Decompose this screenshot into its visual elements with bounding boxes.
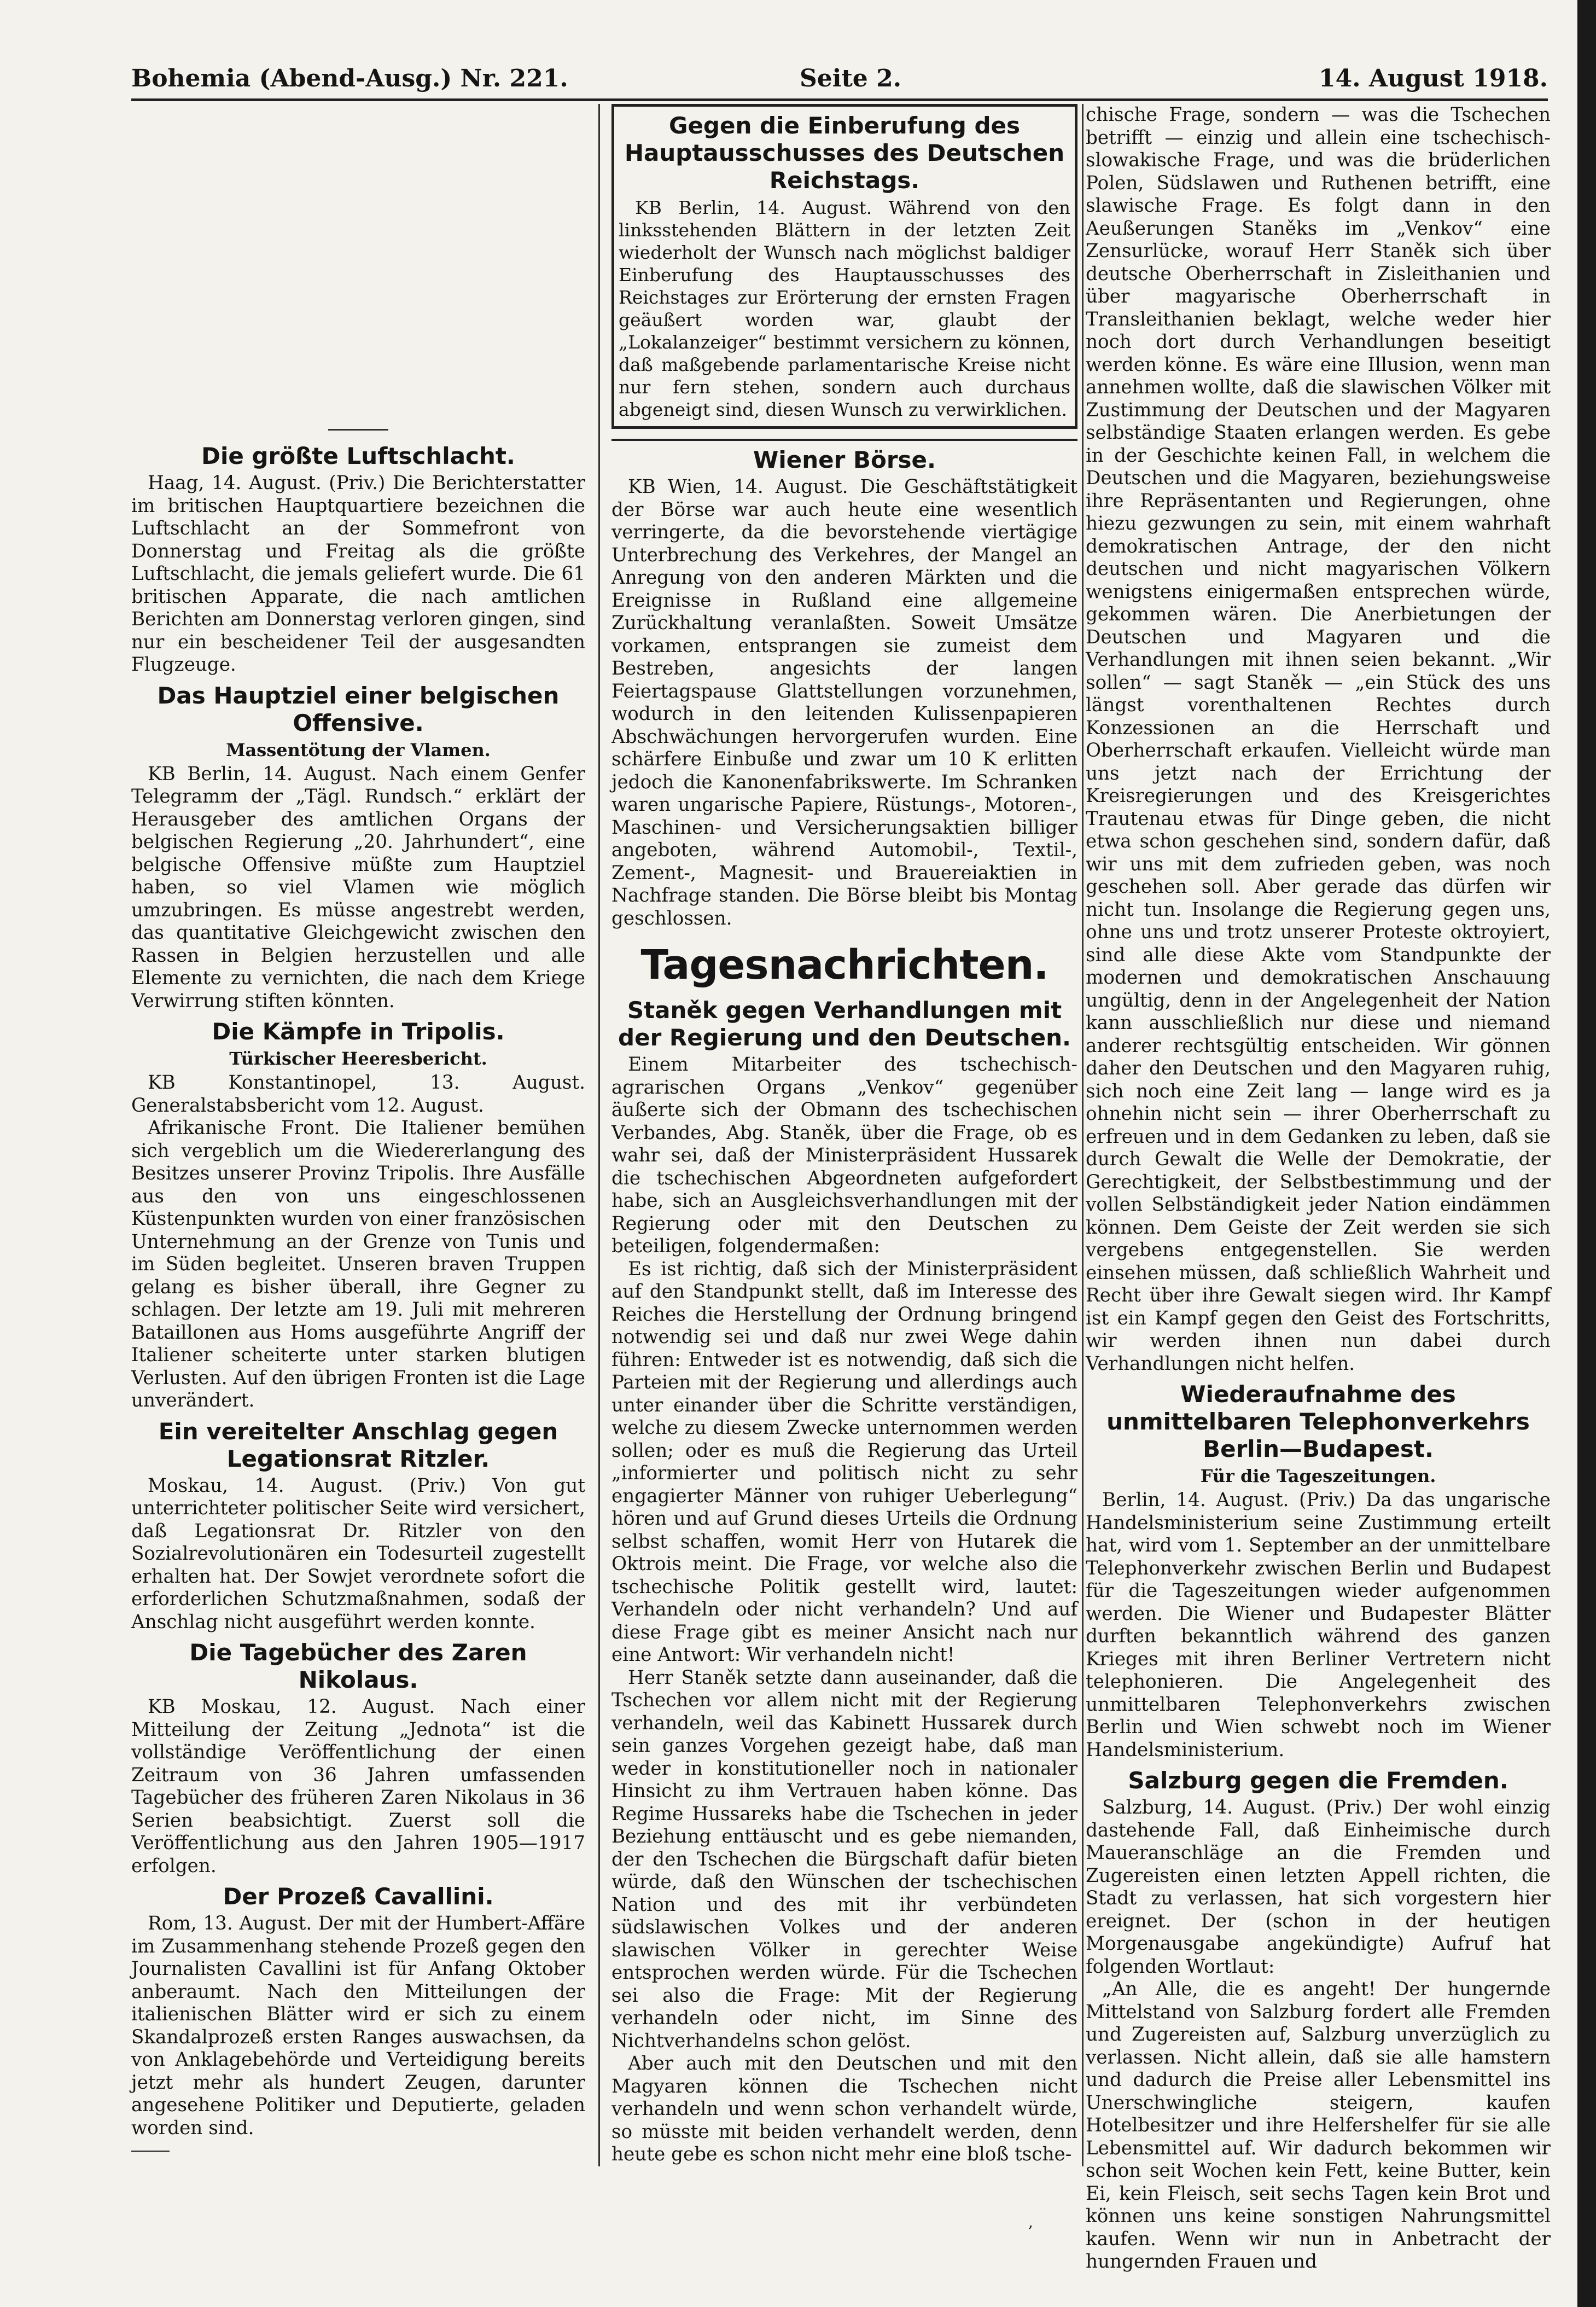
article-title: Die Tagebücher des Zaren Nikolaus. bbox=[189, 1639, 527, 1693]
end-mark bbox=[131, 2151, 170, 2152]
article-title: Die Kämpfe in Tripolis. bbox=[212, 1018, 505, 1045]
section-heading: Tagesnachrichten. bbox=[640, 942, 1049, 989]
article-paragraph: KB Berlin, 14. August. Während von den linksstehenden Blättern in der letzten Zeit wiederholt der Wunsch nach möglichst baldiger Einberufung des Hauptausschusses des Reichstages zur Erörterung der ernsten Fragen geäußert worden war, glaubt der „Lokalanzeiger“ bestimmt versichern zu können, daß maßgebende parlamentarische Kreise nicht nur fern stehen, sondern auch durchaus abgeneigt sind, diesen Wunsch zu verwirklichen. bbox=[619, 197, 1070, 420]
article-subtitle: Türkischer Heeresbericht. bbox=[229, 1048, 487, 1069]
article-subtitle: Massentötung der Vlamen. bbox=[226, 739, 491, 760]
section-rule bbox=[611, 433, 1077, 441]
article-title: Staněk gegen Verhandlungen mit der Regierung und den Deutschen. bbox=[618, 997, 1071, 1051]
article-tagebuecher bbox=[131, 1639, 585, 1878]
header-page-number: Seite 2. bbox=[800, 65, 902, 92]
article-luftschlacht bbox=[131, 443, 585, 677]
article-cavallini bbox=[131, 1883, 585, 2140]
article-title: Die größte Luftschlacht. bbox=[201, 443, 515, 469]
article-title: Ein vereitelter Anschlag gegen Legationsrat Ritzler. bbox=[158, 1417, 558, 1472]
article-title: Salzburg gegen die Fremden. bbox=[1128, 1767, 1508, 1794]
article-paragraph: Afrikanische Front. Die Italiener bemühen sich vergeblich um die Wiedererlangung des Besitzes unserer Provinz Tripolis. Ihre Ausfälle aus den von uns eingeschlossenen Küstenpunkten wurden von einer französischen Unternehmung an der Grenze von Tunis und im Süden begleitet. Unseren braven Truppen gelang es bisher überall, ihre Gegner zu schlagen. Der letzte am 19. Juli mit mehreren Bataillonen aus Homs ausgeführte Angriff der Italiener scheiterte unter starken blutigen Verlusten. Auf den übrigen Fronten ist die Lage unverändert. bbox=[131, 1117, 585, 1411]
article-title: Der Prozeß Cavallini. bbox=[223, 1883, 494, 1910]
article-stanek-continued bbox=[1086, 104, 1551, 1375]
article-title: Das Hauptziel einer belgischen Offensive. bbox=[157, 682, 560, 736]
article-title: Wiederaufnahme des unmittelbaren Telephonverkehrs Berlin—Budapest. bbox=[1106, 1381, 1530, 1462]
article-paragraph: Einem Mitarbeiter des tschechisch-agrarischen Organs „Venkov“ gegenüber äußerte sich der Obmann des tschechischen Verbandes, Abg. Staněk, über die Frage, ob es wahr sei, daß der Ministerpräsident Hussarek die tschechischen Abgeordneten aufgefordert habe, sich an Ausgleichsverhandlungen mit der Regierung oder mit den Deutschen zu beteiligen, folgendermaßen: bbox=[611, 1054, 1077, 1257]
article-salzburg bbox=[1086, 1767, 1551, 2274]
article-paragraph: „An Alle, die es angeht! Der hungernde Mittelstand von Salzburg fordert alle Fremden und Zugereisten auf, Salzburg unverzüglich zu verlassen. Nicht allein, daß sie alle hamstern und dadurch die Preise aller Lebensmittel ins Unerschwingliche steigern, kaufen Hotelbesitzer und ihre Helfershelfer für sie alle Lebensmittel auf. Wir dadurch bekommen wir schon seit Wochen kein Fett, keine Butter, kein Ei, kein Fleisch, seit sechs Tagen kein Brot und können uns keine sonstigen Nahrungsmittel kaufen. Wenn wir nun in Anbetracht der hungernden Frauen und bbox=[1086, 1978, 1551, 2273]
article-reichstag-box bbox=[611, 104, 1077, 429]
header-date: 14. August 1918. bbox=[1319, 65, 1548, 92]
column-3 bbox=[1086, 104, 1551, 2273]
article-paragraph: KB Berlin, 14. August. Nach einem Genfer Telegramm der „Tägl. Rundsch.“ erklärt der Herausgeber des amtlichen Organs der belgischen Regierung „20. Jahrhundert“, eine belgische Offensive müßte zum Hauptziel haben, so viel Vlamen wie möglich umzubringen. Es müsse angestrebt werden, das quantitative Gleichgewicht zwischen den Rassen in Belgien herzustellen und alle Elemente zu vernichten, die nach dem Kriege Verwirrung stiften könnten. bbox=[131, 763, 585, 1012]
article-paragraph: Salzburg, 14. August. (Priv.) Der wohl einzig dastehende Fall, daß Einheimische durch Maueranschläge an die Fremden und Zugereisten einen letzten Appell richten, die Stadt zu verlassen, hat sich vorgestern hier ereignet. Der (schon in der heutigen Morgenausgabe angekündigte) Aufruf hat folgenden Wortlaut: bbox=[1086, 1797, 1551, 1978]
article-stanek bbox=[611, 997, 1077, 2166]
column-separator bbox=[598, 104, 600, 2166]
column-2 bbox=[611, 104, 1077, 2205]
article-paragraph: KB Wien, 14. August. Die Geschäftstätigkeit der Börse war auch heute eine wesentlich verringerte, da die bevorstehende viertägige Unterbrechung des Verkehres, der Mangel an Anregung von den anderen Märkten und die Ereignisse in Rußland eine allgemeine Zurückhaltung veranlaßten. Soweit Umsätze vorkamen, entsprangen sie zumeist dem Bestreben, angesichts der langen Feiertagspause Glattstellungen vorzunehmen, wodurch in den leitenden Kulissenpapieren Abschwächungen hervorgerufen wurden. Eine schärfere Einbuße und zwar um 10 K erlitten jedoch die Kanonenfabrikswerte. Im Schranken waren ungarische Papiere, Rüstungs-, Motoren-, Maschinen- und Versicherungsaktien billiger angeboten, während Automobil-, Textil-, Zement-, Magnesit- und Brauereiaktien in Nachfrage standen. Die Börse bleibt bis Montag geschlossen. bbox=[611, 476, 1077, 929]
column-top-space bbox=[131, 104, 585, 399]
column-separator bbox=[1082, 104, 1084, 2166]
header-rule bbox=[131, 98, 1548, 101]
article-paragraph: Es ist richtig, daß sich der Ministerpräsident auf den Standpunkt stellt, daß im Interesse des Reiches die Herstellung der Ordnung bringend notwendig sei und daß nur zwei Wege dahin führen: Entweder ist es notwendig, daß sich die Parteien mit der Regierung und allerdings auch unter einander über die Schritte verständigen, welche zu diesem Zwecke unternommen werden sollen; oder es muß die Regierung das Urteil „informierter und politisch nicht zu sehr engagierter Männer von ruhiger Ueberlegung“ hören und auf Grund dieses Urteils die Ordnung selbst schaffen, womit Herr von Hutarek die Oktrois meint. Die Frage, vor welche also die tschechische Politik gestellt wird, lautet: Verhandeln oder nicht verhandeln? Und auf diese Frage gibt es meiner Ansicht nach nur eine Antwort: Wir verhandeln nicht! bbox=[611, 1258, 1077, 1666]
section-rule bbox=[328, 429, 388, 431]
page-header bbox=[131, 65, 1564, 97]
article-paragraph: KB Konstantinopel, 13. August. Generalstabsbericht vom 12. August. bbox=[131, 1072, 585, 1117]
header-masthead: Bohemia (Abend-Ausg.) Nr. 221. bbox=[131, 65, 568, 92]
column-1 bbox=[131, 104, 585, 2205]
article-paragraph: Herr Staněk setzte dann auseinander, daß die Tschechen vor allem nicht mit der Regierung verhandeln, weil das Kabinett Hussarek durch sein ganzes Vorgehen gezeigt habe, daß man weder in konstitutioneller noch in nationaler Hinsicht zu ihm Vertrauen haben könne. Das Regime Hussareks habe die Tschechen in jeder Beziehung enttäuscht und es gebe niemanden, der den Tschechen die Bürgschaft dafür bieten würde, daß den Wünschen der tschechischen Nation und des mit ihr verbündeten südslawischen Volkes und der anderen slawischen Völker in gerechter Weise entsprochen werden würde. Für die Tschechen sei also die Frage: Mit der Regierung verhandeln oder nicht, im Sinne des Nichtverhandelns schon gelöst. bbox=[611, 1666, 1077, 2052]
article-paragraph: KB Moskau, 12. August. Nach einer Mitteilung der Zeitung „Jednota“ ist die vollständige Veröffentlichung der einen Zeitraum von 36 Jahren umfassenden Tagebücher des früheren Zaren Nikolaus in 36 Serien beabsichtigt. Zuerst soll die Veröffentlichung aus den Jahren 1905—1917 erfolgen. bbox=[131, 1696, 585, 1877]
article-subtitle: Für die Tageszeitungen. bbox=[1200, 1466, 1436, 1486]
article-paragraph: Moskau, 14. August. (Priv.) Von gut unterrichteter politischer Seite wird versichert, daß Legationsrat Dr. Ritzler von den Sozialrevolutionären ein Todesurteil zugestellt erhalten hat. Der Sowjet verordnete sofort die erforderlichen Schutzmaßnahmen, sodaß der Anschlag nicht ausgeführt werden konnte. bbox=[131, 1474, 585, 1633]
article-telephonverkehr bbox=[1086, 1381, 1551, 1762]
article-paragraph: Berlin, 14. August. (Priv.) Da das ungarische Handelsministerium seine Zustimmung erteilt hat, wird vom 1. September an der unmittelbare Telephonverkehr zwischen Berlin und Budapest für die Tageszeitungen wieder aufgenommen werden. Die Wiener und Budapester Blätter durften bekanntlich während des ganzen Krieges mit ihren Berliner Vertretern nicht telephonieren. Die Angelegenheit des unmittelbaren Telephonverkehrs zwischen Berlin und Wien schwebt noch im Wiener Handelsministerium. bbox=[1086, 1489, 1551, 1761]
scan-edge bbox=[1577, 0, 1596, 2307]
article-belgische-offensive bbox=[131, 682, 585, 1013]
article-wiener-boerse bbox=[611, 446, 1077, 930]
article-paragraph: Rom, 13. August. Der mit der Humbert-Affäre im Zusammenhang stehende Prozeß gegen den Journalisten Cavallini ist für Anfang Oktober anberaumt. Nach den Mitteilungen der italienischen Blätter wird er sich zu einem Skandalprozeß ersten Ranges auswachsen, da von Anklagebehörde und Verteidigung bereits jetzt mehr als hundert Zeugen, darunter angesehene Politiker und Deputierte, geladen worden sind. bbox=[131, 1913, 585, 2139]
article-tripolis bbox=[131, 1018, 585, 1413]
article-title: Gegen die Einberufung des Hauptausschusses des Deutschen Reichstags. bbox=[624, 112, 1065, 194]
article-ritzler bbox=[131, 1418, 585, 1634]
article-title: Wiener Börse. bbox=[753, 446, 936, 473]
print-mark: , bbox=[1028, 2213, 1033, 2231]
article-paragraph: chische Frage, sondern — was die Tschechen betrifft — einzig und allein eine tschechisch-slowakische Frage, und was die brüderlichen Polen, Südslawen und Ruthenen betrifft, eine slawische Frage. Es folgt dann in den Aeußerungen Staněks im „Venkov“ eine Zensurlücke, worauf Herr Staněk sich über deutsche Oberherrschaft in Zisleithanien und über magyarische Oberherrschaft in Transleithanien beklagt, welche weder hier noch dort durch Verhandlungen beseitigt werden könne. Es wäre eine Illusion, wenn man annehmen wollte, daß die slawischen Völker mit Zustimmung der Deutschen und der Magyaren selbständige Staaten erlangen werden. Es gebe in der Geschichte keinen Fall, in welchem die Deutschen und die Magyaren, beziehungsweise ihre Repräsentanten und Regierungen, ohne hiezu gezwungen zu sein, mit einem wahrhaft demokratischen Antrage, der den nicht deutschen und nicht magyarischen Völkern wenigstens einigermaßen entsprechen würde, gekommen wären. Die Anerbietungen der Deutschen und Magyaren und die Verhandlungen mit ihnen seien bekannt. „Wir sollen“ — sagt Staněk — „ein Stück des uns längst vorenthaltenen Rechtes durch Konzessionen an die Herrschaft und Oberherrschaft erkaufen. Vielleicht würde man uns jetzt nach der Errichtung der Kreisregierungen und des Kreisgerichtes Trautenau etwas für Dinge geben, die nicht etwa schon geschehen sind, sondern dafür, daß wir uns mit dem zufrieden geben, was noch geschehen soll. Aber gerade das dürfen wir nicht tun. Insolange die Regierung gegen uns, ohne uns und trotz unserer Proteste oktroyiert, sind alle diese Akte vom Standpunkte der modernen und demokratischen Anschauung ungültig, denn in der Angelegenheit der Nation kann ausschließlich nur diese und niemand anderer rechtsgültig entscheiden. Wir gönnen daher den Deutschen und den Magyaren ruhig, sich noch eine Zeit lang — lange wird es ja ohnehin nicht sein — ihrer Oberherrschaft zu erfreuen und in dem Gedanken zu leben, daß sie durch Gewalt die Welle der Demokratie, der Gerechtigkeit, der Selbstbestimmung und der vollen Selbständigkeit jeder Nation eindämmen können. Dem Geiste der Zeit werden sie sich vergebens entgegenstellen. Sie werden einsehen müssen, daß schließlich Wahrheit und Recht über ihre Gewalt siegen wird. Ihr Kampf ist ein Kampf gegen den Geist des Fortschritts, wir werden ihnen nun dabei durch Verhandlungen nicht helfen. bbox=[1086, 104, 1551, 1375]
article-paragraph: Haag, 14. August. (Priv.) Die Berichterstatter im britischen Hauptquartiere bezeichnen die Luftschlacht an der Sommefront von Donnerstag und Freitag als die größte Luftschlacht, die jemals geliefert wurde. Die 61 britischen Apparate, die nach amtlichen Berichten am Donnerstag verloren gingen, sind nur ein bescheidener Teil der ausgesandten Flugzeuge. bbox=[131, 472, 585, 676]
article-paragraph: Aber auch mit den Deutschen und mit den Magyaren können die Tschechen nicht verhandeln und wenn schon verhandelt würde, so müsste mit beiden verhandelt werden, denn heute gebe es schon nicht mehr eine bloß tsche- bbox=[611, 2053, 1077, 2165]
